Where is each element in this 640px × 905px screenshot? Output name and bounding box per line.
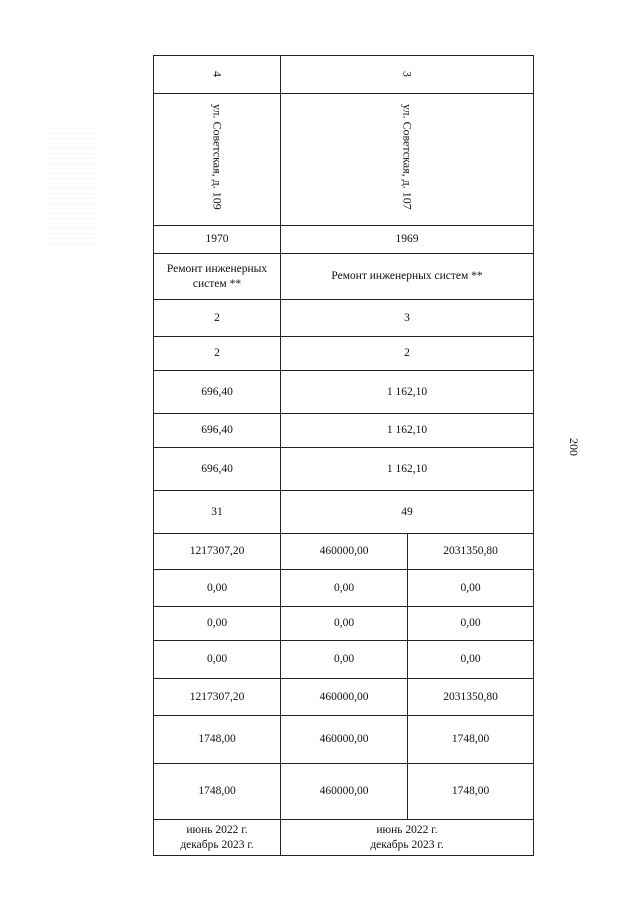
cell-cost: 2031350,80 <box>408 534 534 570</box>
table-row-floors <box>154 300 534 337</box>
cell-area: 696,40 <box>154 414 281 448</box>
cell-fund: 460000,00 <box>281 679 408 716</box>
cell-floors: 2 <box>154 300 281 337</box>
cell-fund: 0,00 <box>281 641 408 679</box>
col-number-3: 3 <box>400 71 415 78</box>
table-row-cost-total <box>154 534 534 570</box>
table-row-fund-2 <box>154 607 534 641</box>
cell-entrances: 2 <box>154 337 281 371</box>
table-row-work-type <box>154 254 534 300</box>
cell-area: 1 162,10 <box>281 448 534 491</box>
col-number-4: 4 <box>210 71 225 78</box>
cell-unit-cost: 1748,00 <box>154 716 281 764</box>
cell-address <box>281 94 534 226</box>
cell-residents: 31 <box>154 491 281 534</box>
table-row-entrances <box>154 337 534 371</box>
cell-fund: 0,00 <box>154 641 281 679</box>
cell-work-type: Ремонт инженерных систем ** <box>281 254 534 300</box>
cell-area: 696,40 <box>154 371 281 414</box>
table-row-deadline <box>154 820 534 856</box>
table-row-unit-cost-limit <box>154 764 534 820</box>
cell-fund: 2031350,80 <box>408 679 534 716</box>
table-row-fund-1 <box>154 570 534 607</box>
table-row-year <box>154 226 534 254</box>
cell-fund: 0,00 <box>408 607 534 641</box>
cell-fund: 0,00 <box>154 570 281 607</box>
table-row-area-total <box>154 371 534 414</box>
cell-cost: 460000,00 <box>281 534 408 570</box>
table-row-address <box>154 94 534 226</box>
cell-work-type: Ремонт инженерных систем ** <box>154 254 281 300</box>
cell-address <box>154 94 281 226</box>
table-row-col-numbers <box>154 56 534 94</box>
cell-col-number <box>154 56 281 94</box>
table-row-residents <box>154 491 534 534</box>
cell-fund: 0,00 <box>408 570 534 607</box>
address-text: ул. Советская, д. 109 <box>210 104 225 211</box>
cell-unit-cost: 460000,00 <box>281 764 408 820</box>
page-number: 200 <box>567 438 581 456</box>
cell-year: 1970 <box>154 226 281 254</box>
cell-area: 1 162,10 <box>281 371 534 414</box>
cell-deadline: июнь 2022 г. декабрь 2023 г. <box>281 820 534 856</box>
table-row-area-residential <box>154 448 534 491</box>
cell-unit-cost: 1748,00 <box>408 764 534 820</box>
cell-residents: 49 <box>281 491 534 534</box>
cell-entrances: 2 <box>281 337 534 371</box>
cell-fund: 0,00 <box>281 570 408 607</box>
cell-fund: 0,00 <box>154 607 281 641</box>
table-row-area-living <box>154 414 534 448</box>
cell-deadline: июнь 2022 г. декабрь 2023 г. <box>154 820 281 856</box>
address-text: ул. Советская, д. 107 <box>400 104 415 211</box>
table-row-unit-cost <box>154 716 534 764</box>
cell-fund: 1217307,20 <box>154 679 281 716</box>
table-row-fund-owners <box>154 679 534 716</box>
cell-unit-cost: 1748,00 <box>154 764 281 820</box>
table-row-fund-3 <box>154 641 534 679</box>
cell-floors: 3 <box>281 300 534 337</box>
faded-stamp-mark <box>48 128 94 244</box>
cell-col-number <box>281 56 534 94</box>
repair-schedule-table <box>153 55 534 856</box>
cell-area: 1 162,10 <box>281 414 534 448</box>
cell-unit-cost: 1748,00 <box>408 716 534 764</box>
cell-cost: 1217307,20 <box>154 534 281 570</box>
cell-area: 696,40 <box>154 448 281 491</box>
cell-fund: 0,00 <box>408 641 534 679</box>
cell-year: 1969 <box>281 226 534 254</box>
cell-fund: 0,00 <box>281 607 408 641</box>
cell-unit-cost: 460000,00 <box>281 716 408 764</box>
